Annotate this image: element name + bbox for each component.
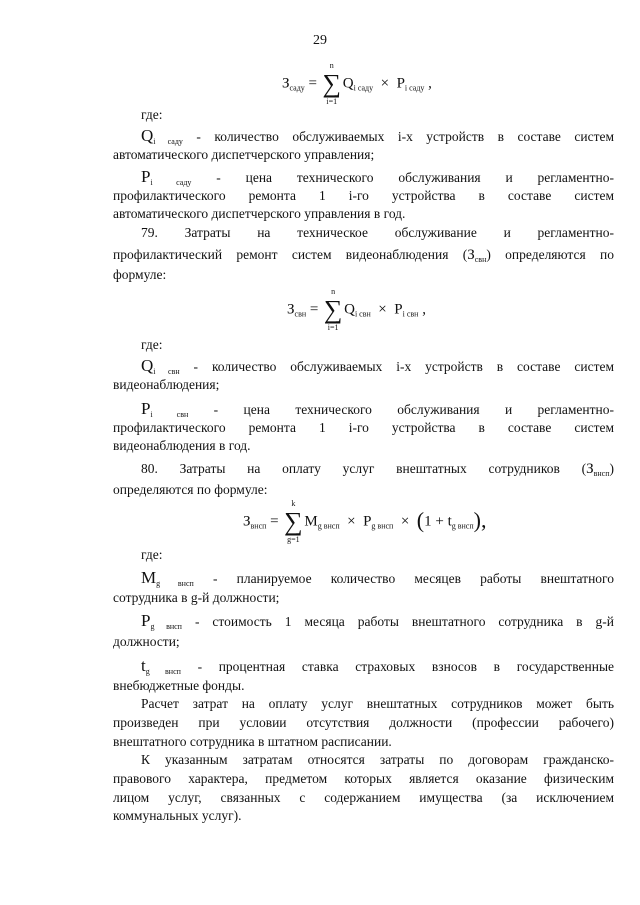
section-80-line2: определяются по формуле: [113, 482, 268, 497]
p-sadu-definition-line2: профилактического ремонта 1 i-го устройства в составе систем [113, 188, 614, 203]
paragraph-1-line1: Расчет затрат на оплату услуг внештатных сотрудников может быть [141, 696, 614, 711]
paragraph-1-line3: внештатного сотрудника в штатном расписании. [113, 734, 392, 749]
m-vnsp-definition-line2: сотрудника в g-й должности; [113, 590, 280, 605]
q-sadu-definition-line2: автоматического диспетчерского управления; [113, 147, 375, 162]
section-79-line2: профилактический ремонт систем видеонаблюдения $(З_{свн})$ определяются по [113, 247, 614, 264]
page-number: 29 [313, 33, 327, 48]
q-svn-definition-line2: видеонаблюдения; [113, 377, 220, 392]
paragraph-2-line4: коммунальных услуг). [113, 808, 242, 823]
t-vnsp-definition-line1: $t_{g внсп}$ - процентная ставка страховых взносов в государственные [141, 656, 615, 676]
where-label-2: где: [141, 337, 163, 352]
paragraph-1-line2: произведен при условии отсутствия должности (профессии рабочего) [113, 715, 614, 730]
p-sadu-definition-line1: $P_{i саду}$ - цена технического обслуживания и регламентно- [141, 167, 614, 187]
p-svn-definition-line3: видеонаблюдения в год. [113, 438, 251, 453]
where-label-3: где: [141, 547, 163, 562]
p-sadu-definition-line3: автоматического диспетчерского управления в год. [113, 206, 406, 221]
m-vnsp-definition-line1: $M_{g внсп}$ - планируемое количество месяцев работы внештатного [141, 568, 614, 588]
q-svn-definition-line1: $Q_{i свн}$ - количество обслуживаемых i-х устройств в составе систем [141, 356, 615, 376]
t-vnsp-definition-line2: внебюджетные фонды. [113, 678, 245, 693]
sum-symbol: n ∑ i=1 [323, 287, 343, 332]
p-vnsp-definition-line1: $P_{g внсп}$ - стоимость 1 месяца работы внештатного сотрудника в g-й [141, 611, 614, 631]
paragraph-2-line3: лицом услуг, связанных с содержанием имущества (за исключением [113, 790, 614, 805]
paragraph-2-line1: К указанным затратам относятся затраты по договорам гражданско- [141, 752, 614, 767]
formula-vnsp: $З_{внсп}$ = k ∑ g=1 $M_{g внсп} \times P_{g внсп} \times (1 + t_{g внсп})$, [243, 499, 487, 544]
section-80-line1: 80. Затраты на оплату услуг внештатных сотрудников $(З_{внсп})$ [141, 461, 614, 478]
paragraph-2-line2: правового характера, предметом которых является оказание физическим [113, 771, 614, 786]
sum-symbol: n ∑ i=1 [322, 61, 342, 106]
p-svn-definition-line1: $P_{i свн}$ - цена технического обслуживания и регламентно- [141, 399, 614, 419]
p-svn-definition-line2: профилактического ремонта 1 i-го устройства в составе систем [113, 420, 614, 435]
sum-symbol: k ∑ g=1 [284, 499, 303, 544]
p-vnsp-definition-line2: должности; [113, 634, 180, 649]
section-79-line3: формуле: [113, 267, 167, 282]
section-79-line1: 79. Затраты на техническое обслуживание и регламентно- [141, 225, 614, 240]
formula-svn: $З_{свн}$ = n ∑ i=1 $Q_{i свн} \times P_{i свн}$ , [287, 287, 426, 332]
q-sadu-definition-line1: $Q_{i саду}$ - количество обслуживаемых i-х устройств в составе систем [141, 126, 615, 146]
where-label-1: где: [141, 107, 163, 122]
formula-sadu: $З_{саду}$ = n ∑ i=1 $Q_{i саду} \times P_{i саду}$ , [282, 61, 432, 106]
